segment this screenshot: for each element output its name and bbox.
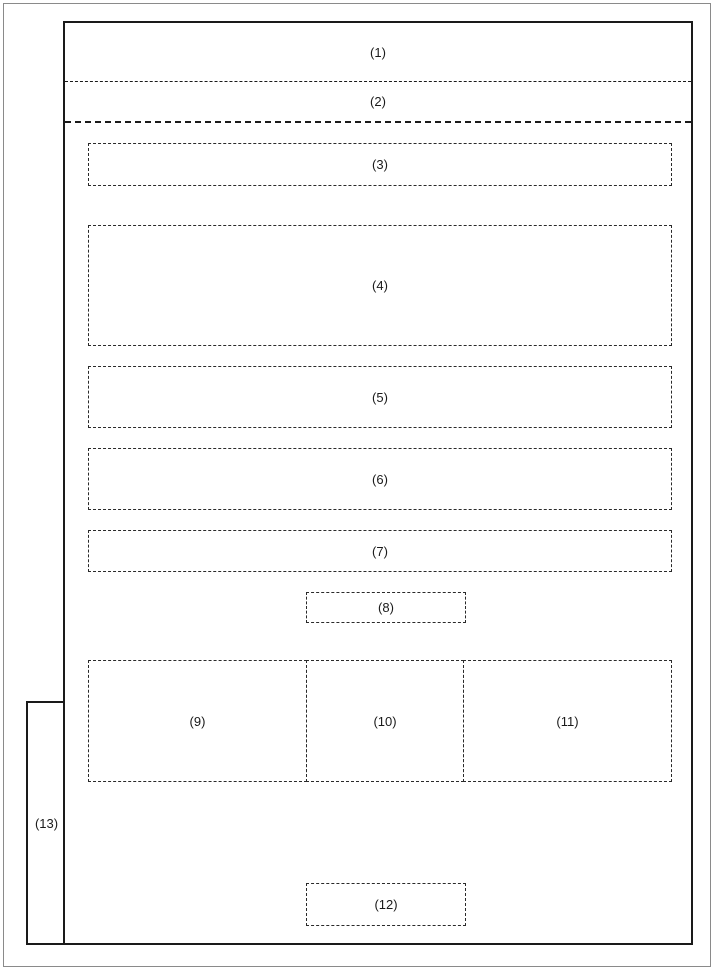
region-11-label: (11) [556, 713, 579, 729]
region-11 [463, 660, 672, 782]
region-4 [88, 225, 672, 346]
page-layout [63, 21, 693, 945]
region-3 [88, 143, 672, 186]
region-5 [88, 366, 672, 428]
region-10-label: (10) [373, 713, 397, 729]
region-12-label: (12) [374, 897, 398, 912]
region-7 [88, 530, 672, 572]
region-4-label: (4) [372, 278, 388, 293]
region-8 [306, 592, 466, 623]
region-9 [88, 660, 307, 782]
region-5-label: (5) [372, 389, 388, 405]
region-7-label: (7) [372, 543, 388, 559]
region-13 [26, 701, 65, 945]
region-6-label: (6) [372, 471, 388, 487]
region-1 [65, 23, 691, 82]
region-12 [306, 883, 466, 926]
region-9-label: (9) [189, 713, 206, 729]
region-1-label: (1) [370, 44, 386, 60]
region-3-label: (3) [372, 157, 388, 172]
region-13-label: (13) [34, 815, 59, 831]
region-10 [306, 660, 464, 782]
region-2-label: (2) [370, 93, 386, 109]
region-8-label: (8) [378, 600, 394, 615]
region-6 [88, 448, 672, 510]
region-2 [65, 81, 691, 123]
